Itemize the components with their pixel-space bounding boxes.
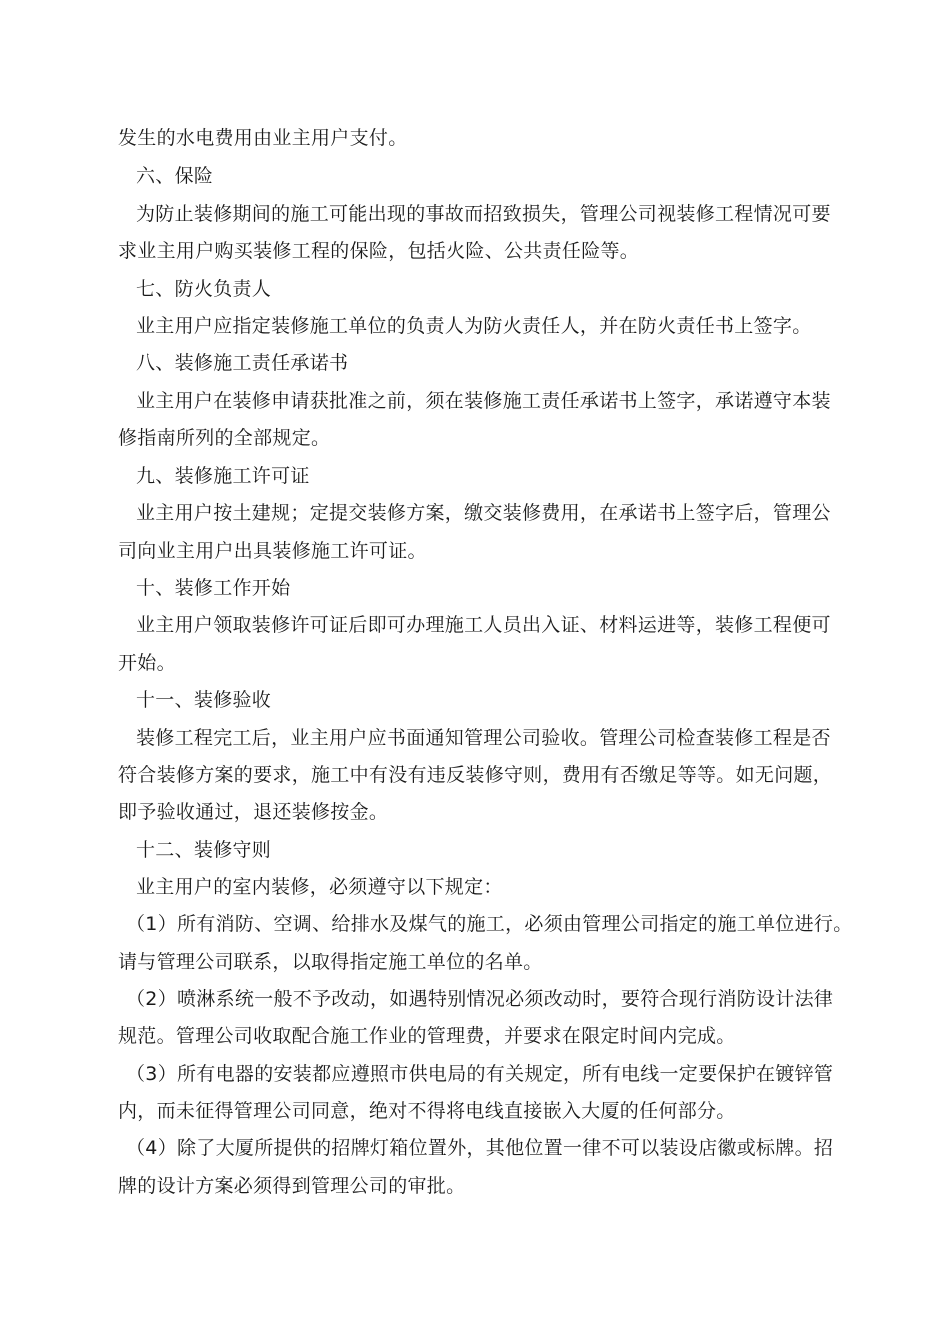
section-heading: 十二、装修守则 xyxy=(136,839,272,861)
list-item-line: （3）所有电器的安装都应遵照市供电局的有关规定，所有电线一定要保护在镀锌管 xyxy=(126,1063,834,1085)
body-text-line: 为防止装修期间的施工可能出现的事故而招致损失，管理公司视装修工程情况可要 xyxy=(136,203,831,225)
body-text-line: 求业主用户购买装修工程的保险，包括火险、公共责任险等。 xyxy=(118,240,640,262)
list-item-line: （2）喷淋系统一般不予改动，如遇特别情况必须改动时，要符合现行消防设计法律 xyxy=(126,988,834,1010)
body-text-line: 请与管理公司联系，以取得指定施工单位的名单。 xyxy=(118,951,543,973)
body-text-line: 业主用户领取装修许可证后即可办理施工人员出入证、材料运进等，装修工程便可 xyxy=(136,614,831,636)
body-text-line: 即予验收通过，退还装修按金。 xyxy=(118,801,389,823)
body-text-line: 内，而未征得管理公司同意，绝对不得将电线直接嵌入大厦的任何部分。 xyxy=(118,1100,736,1122)
body-text-line: 司向业主用户出具装修施工许可证。 xyxy=(118,540,427,562)
body-text-line: 业主用户按土建规；定提交装修方案，缴交装修费用，在承诺书上签字后，管理公 xyxy=(136,502,831,524)
list-item-line: （4）除了大厦所提供的招牌灯箱位置外，其他位置一律不可以装设店徽或标牌。招 xyxy=(126,1137,834,1159)
body-text-line: 装修工程完工后，业主用户应书面通知管理公司验收。管理公司检查装修工程是否 xyxy=(136,727,831,749)
section-heading: 七、防火负责人 xyxy=(136,278,272,300)
body-text-line: 规范。管理公司收取配合施工作业的管理费，并要求在限定时间内完成。 xyxy=(118,1025,736,1047)
section-heading: 八、装修施工责任承诺书 xyxy=(136,352,349,374)
section-heading: 六、保险 xyxy=(136,165,214,187)
section-heading: 十一、装修验收 xyxy=(136,689,272,711)
body-text-line: 业主用户应指定装修施工单位的负责人为防火责任人，并在防火责任书上签字。 xyxy=(136,315,812,337)
body-text-line: 牌的设计方案必须得到管理公司的审批。 xyxy=(118,1175,466,1197)
body-text-line: 开始。 xyxy=(118,652,176,674)
body-text-line: 发生的水电费用由业主用户支付。 xyxy=(118,127,408,149)
section-heading: 九、装修施工许可证 xyxy=(136,465,310,487)
body-text-line: 业主用户的室内装修，必须遵守以下规定： xyxy=(136,876,503,898)
section-heading: 十、装修工作开始 xyxy=(136,577,291,599)
body-text-line: 修指南所列的全部规定。 xyxy=(118,427,331,449)
body-text-line: 业主用户在装修申请获批准之前，须在装修施工责任承诺书上签字，承诺遵守本装 xyxy=(136,390,831,412)
body-text-line: 符合装修方案的要求，施工中有没有违反装修守则，费用有否缴足等等。如无问题， xyxy=(118,764,833,786)
list-item-line: （1）所有消防、空调、给排水及煤气的施工，必须由管理公司指定的施工单位进行。 xyxy=(126,913,853,935)
